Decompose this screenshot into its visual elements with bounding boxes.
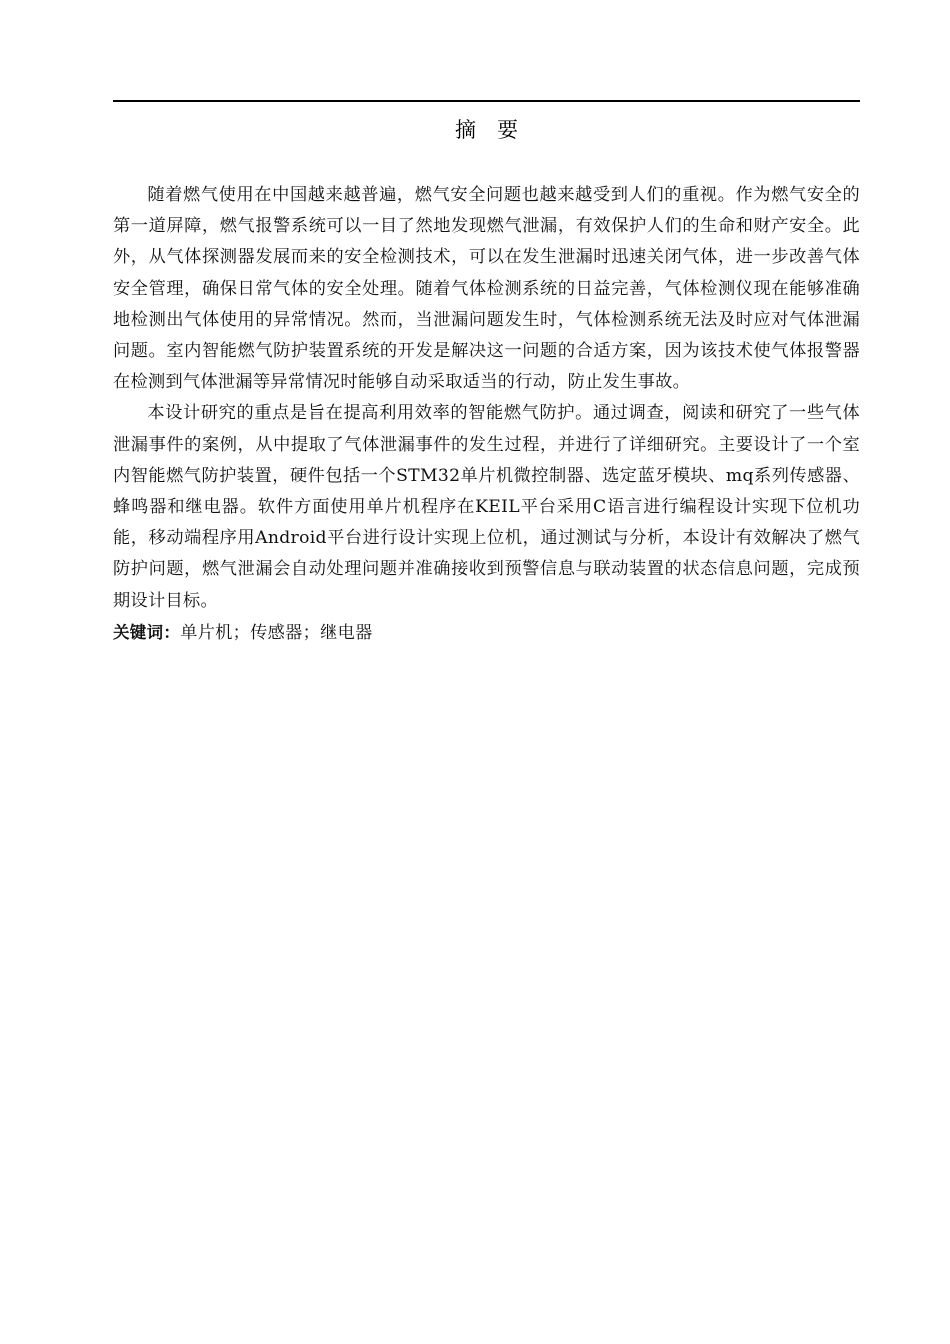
header-rule — [113, 100, 860, 102]
abstract-title — [113, 113, 860, 147]
abstract-body — [113, 180, 860, 649]
abstract-title-text: 摘 要 — [455, 118, 518, 142]
abstract-paragraph-1: 随着燃气使用在中国越来越普遍，燃气安全问题也越来越受到人们的重视。作为燃气安全的第一道屏障，燃气报警系统可以一目了然地发现燃气泄漏，有效保护人们的生命和财产安全。此外，从气体探测器发展而来的安全检测技术，可以在发生泄漏时迅速关闭气体，进一步改善气体安全管理，确保日常气体的安全处理。随着气体检测系统的日益完善，气体检测仪现在能够准确地检测出气体使用的异常情况。然而，当泄漏问题发生时，气体检测系统无法及时应对气体泄漏问题。室内智能燃气防护装置系统的开发是解决这一问题的合适方案，因为该技术使气体报警器在检测到气体泄漏等异常情况时能够自动采取适当的行动，防止发生事故。 — [113, 185, 860, 393]
keywords-label: 关键词： — [113, 622, 181, 642]
abstract-paragraph-2: 本设计研究的重点是旨在提高利用效率的智能燃气防护。通过调查，阅读和研究了一些气体泄漏事件的案例，从中提取了气体泄漏事件的发生过程，并进行了详细研究。主要设计了一个室内智能燃气防护装置，硬件包括一个STM32单片机微控制器、选定蓝牙模块、mq系列传感器、蜂鸣器和继电器。软件方面使用单片机程序在KEIL平台采用C语言进行编程设计实现下位机功能，移动端程序用Android平台进行设计实现上位机，通过测试与分析，本设计有效解决了燃气防护问题，燃气泄漏会自动处理问题并准确接收到预警信息与联动装置的状态信息问题，完成预期设计目标。 — [113, 403, 860, 611]
keywords-value: 单片机；传感器；继电器 — [180, 622, 373, 643]
keywords-line — [113, 617, 860, 649]
